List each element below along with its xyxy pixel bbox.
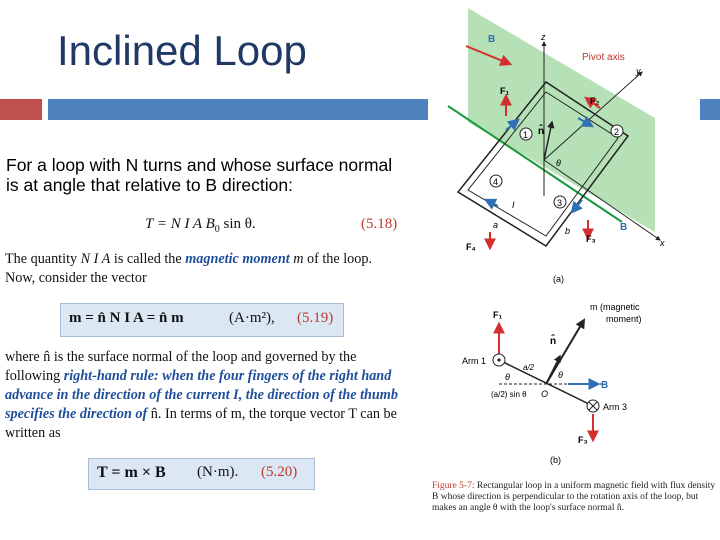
equation-5-18-rhs: sin θ. <box>219 216 256 232</box>
paragraph-magnetic-moment <box>5 250 401 288</box>
equation-5-19-units: (A·m²), <box>229 310 275 326</box>
moment-label-1: m (magnetic <box>590 302 640 312</box>
figure-caption-label: Figure 5-7: <box>432 481 475 491</box>
a-half-label: a/2 <box>523 363 535 372</box>
equation-5-19-expr: m = n̂ N I A = n̂ m <box>69 310 184 326</box>
theta-label-b2: θ <box>558 370 563 380</box>
equation-5-18 <box>145 216 256 235</box>
equation-5-18-sub: 0 <box>214 224 220 235</box>
equation-5-20-number: (5.20) <box>261 464 298 480</box>
f1-label-a: F₁ <box>500 86 510 96</box>
normal-label-b: n̂ <box>550 336 557 347</box>
x-label: x <box>660 238 665 248</box>
panel-a-label: (a) <box>553 274 564 284</box>
f2-label: F₂ <box>590 96 600 106</box>
z-label: z <box>541 32 546 42</box>
intro-text: For a loop with N turns and whose surface normal is at angle that relative to B direction: <box>6 155 393 195</box>
f4-label: F₄ <box>466 242 476 252</box>
sin-distance-label: (a/2) sin θ <box>491 390 527 399</box>
para1-nia: N I A <box>80 251 111 267</box>
arm1-label: Arm 1 <box>462 356 487 366</box>
y-label: y <box>636 66 641 76</box>
title-accent-bar-blue <box>48 99 428 120</box>
para1-b: is called the <box>110 251 186 267</box>
equation-5-20-units: (N·m). <box>197 464 239 480</box>
equation-5-18-number: (5.18) <box>361 216 398 232</box>
current-arrow-4 <box>486 200 498 206</box>
para1-m: m <box>289 251 304 267</box>
slide-title: Inclined Loop <box>57 27 307 74</box>
b-label-a: B <box>488 34 496 45</box>
b-label-a2: B <box>620 222 628 233</box>
b-label-b: B <box>601 380 609 391</box>
panel-b-label: (b) <box>550 455 561 465</box>
paragraph-right-hand-rule <box>5 348 401 443</box>
figure-caption <box>432 481 718 514</box>
title-accent-bar-red <box>0 99 42 120</box>
theta-label-a: θ <box>556 158 561 168</box>
equation-5-19-box <box>60 303 344 337</box>
side-b-label: b <box>565 226 571 236</box>
arm-marker-1-label: 1 <box>523 130 529 140</box>
moment-label-2: moment) <box>606 314 642 324</box>
arm-marker-2-label: 2 <box>614 127 620 137</box>
equation-5-18-lhs: T = N I A B <box>145 216 215 232</box>
arm1-current-dot <box>497 358 500 361</box>
para2-b: n̂. In terms of m, the torque vector T can be written as <box>5 406 397 441</box>
normal-label-a: n̂ <box>538 126 545 137</box>
para1-a: The quantity <box>5 251 81 267</box>
equation-5-20-box <box>88 458 315 490</box>
moment-arrow-b <box>546 320 584 384</box>
arm-marker-4-label: 4 <box>493 177 499 187</box>
pivot-o-label: O <box>541 389 549 399</box>
para1-highlight: magnetic moment <box>185 251 290 267</box>
figure-caption-text: Rectangular loop in a uniform magnetic field with flux density B whose direction is perpendicular to the rotation axis of the loop, but makes an angle θ with the loop's surface normal n̂. <box>432 481 716 513</box>
theta-label-b1: θ <box>505 372 510 382</box>
arm3-label: Arm 3 <box>603 402 628 412</box>
current-label-a: I <box>512 200 515 210</box>
para2-a: where n̂ is the surface normal of the loop and governed by the following <box>5 349 357 384</box>
side-a-label: a <box>493 220 499 230</box>
para1-c: of the loop. Now, consider the vector <box>5 251 373 286</box>
f1-label-b: F₁ <box>493 310 503 320</box>
equation-5-19-number: (5.19) <box>297 310 334 326</box>
arm-marker-3-label: 3 <box>557 198 563 208</box>
rectangular-loop-figure <box>425 5 720 535</box>
pivot-axis-label: Pivot axis <box>582 52 625 63</box>
f3-label-a: F₃ <box>586 234 596 244</box>
current-arrow-3 <box>572 200 582 212</box>
f3-label-b: F₃ <box>578 435 588 445</box>
para2-highlight: right-hand rule: when the four fingers of the right hand advance in the direction of the current I, the direction of the thumb specifies the direction of <box>5 368 398 422</box>
textbook-excerpt <box>0 210 410 530</box>
equation-5-20-expr: T = m × B <box>97 464 166 481</box>
